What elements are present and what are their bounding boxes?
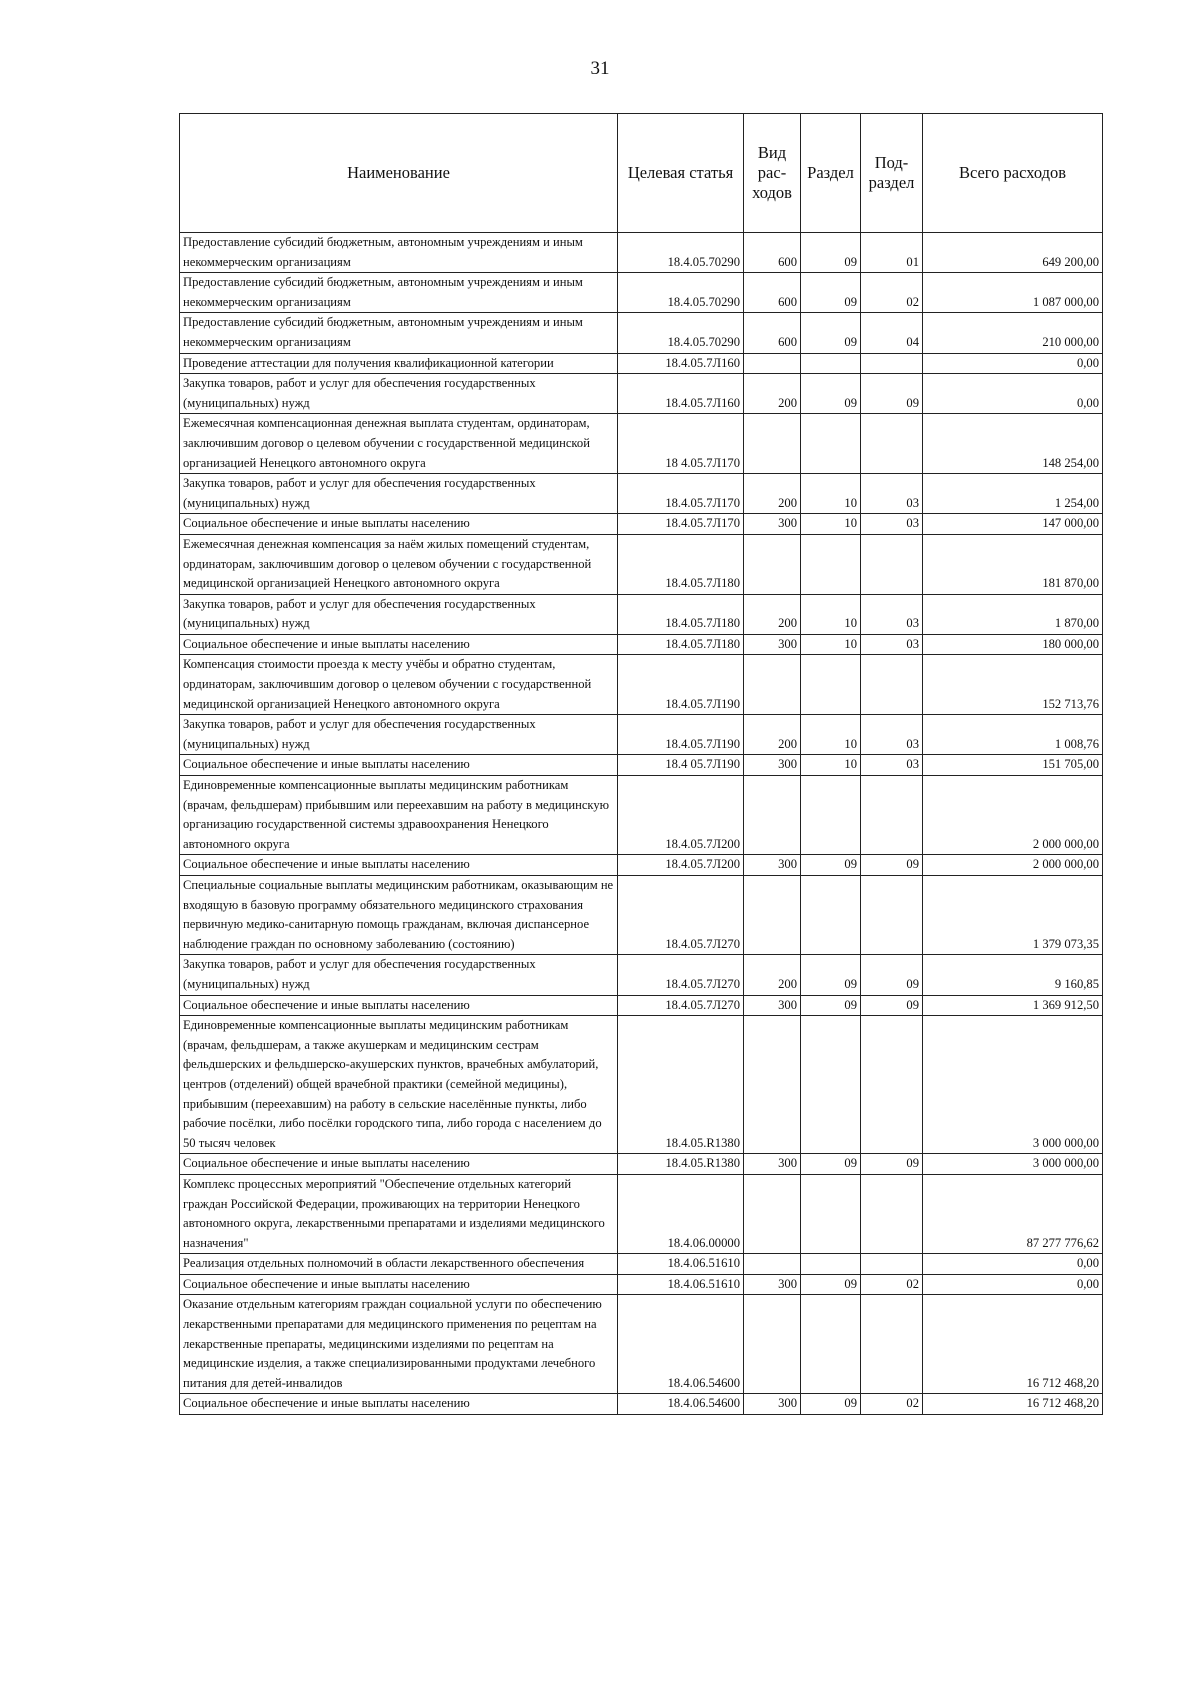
table-row bbox=[180, 995, 1103, 1016]
table-row bbox=[180, 655, 1103, 715]
row-section: 09 bbox=[801, 995, 861, 1016]
table-row bbox=[180, 855, 1103, 876]
row-name: Социальное обеспечение и иные выплаты населению bbox=[180, 1154, 618, 1175]
row-name: Специальные социальные выплаты медицинским работникам, оказывающим не входящую в базовую программу обязательного медицинского страхования первичную медико-санитарную помощь гражданам, включая диспансерное наблюдение граждан по основному заболеванию (состоянию) bbox=[180, 876, 618, 955]
row-target-article: 18.4.05.7Л170 bbox=[618, 474, 744, 514]
header-section: Раздел bbox=[801, 114, 861, 233]
row-name: Проведение аттестации для получения квалификационной категории bbox=[180, 353, 618, 374]
row-expense-type: 300 bbox=[744, 1274, 801, 1295]
row-section bbox=[801, 1174, 861, 1253]
header-name: Наименование bbox=[180, 114, 618, 233]
table-row bbox=[180, 755, 1103, 776]
row-name: Социальное обеспечение и иные выплаты населению bbox=[180, 514, 618, 535]
row-expense-type bbox=[744, 353, 801, 374]
row-name: Ежемесячная денежная компенсация за наём жилых помещений студентам, ординаторам, заключившим договор о целевом обучении с государственной медицинской организацией Ненецкого автономного округа bbox=[180, 534, 618, 594]
row-target-article: 18.4.06.51610 bbox=[618, 1254, 744, 1275]
row-section: 09 bbox=[801, 273, 861, 313]
row-name: Единовременные компенсационные выплаты медицинским работникам (врачам, фельдшерам) прибывшим или переехавшим на работу в медицинскую организацию государственной системы здравоохранения Ненецкого автономного округа bbox=[180, 776, 618, 855]
row-target-article: 18.4.06.54600 bbox=[618, 1394, 744, 1415]
row-target-article: 18.4.05.7Л190 bbox=[618, 715, 744, 755]
table-row bbox=[180, 1254, 1103, 1275]
row-name: Социальное обеспечение и иные выплаты населению bbox=[180, 634, 618, 655]
row-subsection: 09 bbox=[861, 955, 923, 995]
header-expense-type: Вид рас-ходов bbox=[744, 114, 801, 233]
row-expense-type: 600 bbox=[744, 273, 801, 313]
row-subsection bbox=[861, 876, 923, 955]
row-name: Оказание отдельным категориям граждан социальной услуги по обеспечению лекарственными препаратами для медицинского применения по рецептам на лекарственные препараты, медицинскими изделиями по рецептам на медицинские изделия, а также специализированными продуктами лечебного питания для детей-инвалидов bbox=[180, 1295, 618, 1394]
table-row bbox=[180, 1295, 1103, 1394]
row-section: 09 bbox=[801, 855, 861, 876]
row-section: 10 bbox=[801, 474, 861, 514]
header-total-expenses: Всего расходов bbox=[923, 114, 1103, 233]
row-total: 152 713,76 bbox=[923, 655, 1103, 715]
row-subsection: 02 bbox=[861, 273, 923, 313]
row-expense-type: 300 bbox=[744, 1154, 801, 1175]
row-section bbox=[801, 353, 861, 374]
row-expense-type bbox=[744, 1174, 801, 1253]
row-total: 0,00 bbox=[923, 1254, 1103, 1275]
row-expense-type: 200 bbox=[744, 955, 801, 995]
row-name: Социальное обеспечение и иные выплаты населению bbox=[180, 855, 618, 876]
row-expense-type: 300 bbox=[744, 514, 801, 535]
row-expense-type bbox=[744, 776, 801, 855]
row-expense-type bbox=[744, 1295, 801, 1394]
table-row bbox=[180, 353, 1103, 374]
row-subsection: 09 bbox=[861, 855, 923, 876]
row-subsection: 04 bbox=[861, 313, 923, 353]
row-target-article: 18.4.05.7Л160 bbox=[618, 353, 744, 374]
table-row bbox=[180, 594, 1103, 634]
row-section: 09 bbox=[801, 374, 861, 414]
row-expense-type: 300 bbox=[744, 855, 801, 876]
row-section: 09 bbox=[801, 1154, 861, 1175]
row-expense-type: 300 bbox=[744, 634, 801, 655]
row-total: 180 000,00 bbox=[923, 634, 1103, 655]
table-row bbox=[180, 273, 1103, 313]
row-target-article: 18.4.05.R1380 bbox=[618, 1016, 744, 1154]
row-total: 1 369 912,50 bbox=[923, 995, 1103, 1016]
row-section bbox=[801, 1295, 861, 1394]
row-target-article: 18.4.05.70290 bbox=[618, 273, 744, 313]
row-target-article: 18.4.05.7Л170 bbox=[618, 514, 744, 535]
row-subsection bbox=[861, 1174, 923, 1253]
row-subsection bbox=[861, 776, 923, 855]
table-row bbox=[180, 1394, 1103, 1415]
table-body bbox=[180, 233, 1103, 1415]
row-section: 09 bbox=[801, 955, 861, 995]
table-row bbox=[180, 474, 1103, 514]
row-target-article: 18.4.06.54600 bbox=[618, 1295, 744, 1394]
row-section: 10 bbox=[801, 715, 861, 755]
table-row bbox=[180, 776, 1103, 855]
row-target-article: 18.4.05.70290 bbox=[618, 233, 744, 273]
row-expense-type: 200 bbox=[744, 715, 801, 755]
table-row bbox=[180, 534, 1103, 594]
row-section: 10 bbox=[801, 755, 861, 776]
row-name: Ежемесячная компенсационная денежная выплата студентам, ординаторам, заключившим договор о целевом обучении с государственной медицинской организацией Ненецкого автономного округа bbox=[180, 414, 618, 474]
row-section bbox=[801, 655, 861, 715]
row-target-article: 18.4.05.7Л180 bbox=[618, 534, 744, 594]
row-section: 09 bbox=[801, 1394, 861, 1415]
row-subsection bbox=[861, 1016, 923, 1154]
row-target-article: 18.4 05.7Л190 bbox=[618, 755, 744, 776]
row-subsection: 09 bbox=[861, 1154, 923, 1175]
row-name: Реализация отдельных полномочий в области лекарственного обеспечения bbox=[180, 1254, 618, 1275]
row-subsection bbox=[861, 1295, 923, 1394]
row-name: Социальное обеспечение и иные выплаты населению bbox=[180, 1274, 618, 1295]
row-subsection: 03 bbox=[861, 514, 923, 535]
table-row bbox=[180, 414, 1103, 474]
row-target-article: 18.4.06.51610 bbox=[618, 1274, 744, 1295]
table-row bbox=[180, 1016, 1103, 1154]
row-expense-type: 300 bbox=[744, 755, 801, 776]
row-name: Закупка товаров, работ и услуг для обеспечения государственных (муниципальных) нужд bbox=[180, 374, 618, 414]
row-section bbox=[801, 876, 861, 955]
row-name: Социальное обеспечение и иные выплаты населению bbox=[180, 995, 618, 1016]
row-total: 2 000 000,00 bbox=[923, 855, 1103, 876]
row-section bbox=[801, 1254, 861, 1275]
table-row bbox=[180, 1274, 1103, 1295]
row-total: 210 000,00 bbox=[923, 313, 1103, 353]
row-section bbox=[801, 414, 861, 474]
row-expense-type: 300 bbox=[744, 995, 801, 1016]
row-total: 1 379 073,35 bbox=[923, 876, 1103, 955]
row-name: Предоставление субсидий бюджетным, автономным учреждениям и иным некоммерческим организациям bbox=[180, 273, 618, 313]
table-row bbox=[180, 1174, 1103, 1253]
row-name: Закупка товаров, работ и услуг для обеспечения государственных (муниципальных) нужд bbox=[180, 715, 618, 755]
row-expense-type bbox=[744, 655, 801, 715]
row-total: 151 705,00 bbox=[923, 755, 1103, 776]
row-target-article: 18.4.05.7Л200 bbox=[618, 776, 744, 855]
row-name: Предоставление субсидий бюджетным, автономным учреждениям и иным некоммерческим организациям bbox=[180, 233, 618, 273]
row-total: 16 712 468,20 bbox=[923, 1394, 1103, 1415]
row-total: 148 254,00 bbox=[923, 414, 1103, 474]
row-total: 0,00 bbox=[923, 374, 1103, 414]
table-row bbox=[180, 715, 1103, 755]
row-subsection: 01 bbox=[861, 233, 923, 273]
row-target-article: 18.4.05.7Л200 bbox=[618, 855, 744, 876]
row-total: 1 254,00 bbox=[923, 474, 1103, 514]
row-name: Предоставление субсидий бюджетным, автономным учреждениям и иным некоммерческим организациям bbox=[180, 313, 618, 353]
row-section: 10 bbox=[801, 594, 861, 634]
row-subsection: 09 bbox=[861, 995, 923, 1016]
row-expense-type bbox=[744, 876, 801, 955]
row-total: 1 008,76 bbox=[923, 715, 1103, 755]
row-total: 3 000 000,00 bbox=[923, 1154, 1103, 1175]
row-name: Единовременные компенсационные выплаты медицинским работникам (врачам, фельдшерам, а также акушеркам и медицинским сестрам фельдшерских и фельдшерско-акушерских пунктов, врачебных амбулаторий, центров (отделений) общей врачебной практики (семейной медицины), прибывшим (переехавшим) на работу в сельские населённые пункты, либо рабочие посёлки, либо посёлки городского типа, либо города с населением до 50 тысяч человек bbox=[180, 1016, 618, 1154]
row-subsection bbox=[861, 414, 923, 474]
row-expense-type: 600 bbox=[744, 313, 801, 353]
table-row bbox=[180, 374, 1103, 414]
row-expense-type: 300 bbox=[744, 1394, 801, 1415]
row-section: 09 bbox=[801, 1274, 861, 1295]
row-subsection: 02 bbox=[861, 1394, 923, 1415]
row-target-article: 18.4.05.7Л190 bbox=[618, 655, 744, 715]
row-subsection: 03 bbox=[861, 594, 923, 634]
table-row bbox=[180, 514, 1103, 535]
row-section: 10 bbox=[801, 634, 861, 655]
row-expense-type bbox=[744, 1254, 801, 1275]
row-subsection: 09 bbox=[861, 374, 923, 414]
row-total: 0,00 bbox=[923, 1274, 1103, 1295]
row-section: 09 bbox=[801, 233, 861, 273]
row-total: 181 870,00 bbox=[923, 534, 1103, 594]
row-expense-type: 600 bbox=[744, 233, 801, 273]
budget-table bbox=[179, 113, 1103, 1415]
row-subsection: 03 bbox=[861, 715, 923, 755]
row-total: 2 000 000,00 bbox=[923, 776, 1103, 855]
header-target-article: Целевая статья bbox=[618, 114, 744, 233]
row-expense-type bbox=[744, 414, 801, 474]
row-target-article: 18.4.05.7Л180 bbox=[618, 634, 744, 655]
row-subsection: 03 bbox=[861, 634, 923, 655]
table-row bbox=[180, 955, 1103, 995]
row-subsection bbox=[861, 534, 923, 594]
table-row bbox=[180, 1154, 1103, 1175]
row-total: 87 277 776,62 bbox=[923, 1174, 1103, 1253]
row-name: Комплекс процессных мероприятий "Обеспечение отдельных категорий граждан Российской Федерации, проживающих на территории Ненецкого автономного округа, лекарственными препаратами и изделиями медицинского назначения" bbox=[180, 1174, 618, 1253]
row-section: 10 bbox=[801, 514, 861, 535]
row-target-article: 18.4.05.7Л180 bbox=[618, 594, 744, 634]
row-total: 1 870,00 bbox=[923, 594, 1103, 634]
row-total: 3 000 000,00 bbox=[923, 1016, 1103, 1154]
table-row bbox=[180, 233, 1103, 273]
row-expense-type: 200 bbox=[744, 594, 801, 634]
row-section bbox=[801, 534, 861, 594]
row-name: Закупка товаров, работ и услуг для обеспечения государственных (муниципальных) нужд bbox=[180, 474, 618, 514]
table-row bbox=[180, 876, 1103, 955]
row-subsection: 03 bbox=[861, 474, 923, 514]
row-name: Социальное обеспечение и иные выплаты населению bbox=[180, 755, 618, 776]
row-total: 16 712 468,20 bbox=[923, 1295, 1103, 1394]
row-name: Компенсация стоимости проезда к месту учёбы и обратно студентам, ординаторам, заключившим договор о целевом обучении с государственной медицинской организацией Ненецкого автономного округа bbox=[180, 655, 618, 715]
row-total: 147 000,00 bbox=[923, 514, 1103, 535]
row-name: Закупка товаров, работ и услуг для обеспечения государственных (муниципальных) нужд bbox=[180, 955, 618, 995]
row-name: Социальное обеспечение и иные выплаты населению bbox=[180, 1394, 618, 1415]
row-total: 9 160,85 bbox=[923, 955, 1103, 995]
row-target-article: 18.4.05.7Л270 bbox=[618, 955, 744, 995]
row-target-article: 18 4.05.7Л170 bbox=[618, 414, 744, 474]
row-subsection bbox=[861, 655, 923, 715]
row-subsection bbox=[861, 1254, 923, 1275]
table-row bbox=[180, 634, 1103, 655]
row-total: 1 087 000,00 bbox=[923, 273, 1103, 313]
row-expense-type: 200 bbox=[744, 474, 801, 514]
row-target-article: 18.4.05.7Л270 bbox=[618, 995, 744, 1016]
table-header-row bbox=[180, 114, 1103, 233]
row-expense-type: 200 bbox=[744, 374, 801, 414]
row-target-article: 18.4.05.70290 bbox=[618, 313, 744, 353]
row-total: 649 200,00 bbox=[923, 233, 1103, 273]
row-target-article: 18.4.05.R1380 bbox=[618, 1154, 744, 1175]
row-subsection: 03 bbox=[861, 755, 923, 776]
row-subsection bbox=[861, 353, 923, 374]
row-section: 09 bbox=[801, 313, 861, 353]
row-expense-type bbox=[744, 534, 801, 594]
row-expense-type bbox=[744, 1016, 801, 1154]
row-target-article: 18.4.05.7Л270 bbox=[618, 876, 744, 955]
row-target-article: 18.4.06.00000 bbox=[618, 1174, 744, 1253]
table-row bbox=[180, 313, 1103, 353]
row-total: 0,00 bbox=[923, 353, 1103, 374]
header-subsection: Под-раздел bbox=[861, 114, 923, 233]
row-target-article: 18.4.05.7Л160 bbox=[618, 374, 744, 414]
row-section bbox=[801, 1016, 861, 1154]
row-subsection: 02 bbox=[861, 1274, 923, 1295]
page-number: 31 bbox=[590, 58, 610, 79]
row-name: Закупка товаров, работ и услуг для обеспечения государственных (муниципальных) нужд bbox=[180, 594, 618, 634]
row-section bbox=[801, 776, 861, 855]
